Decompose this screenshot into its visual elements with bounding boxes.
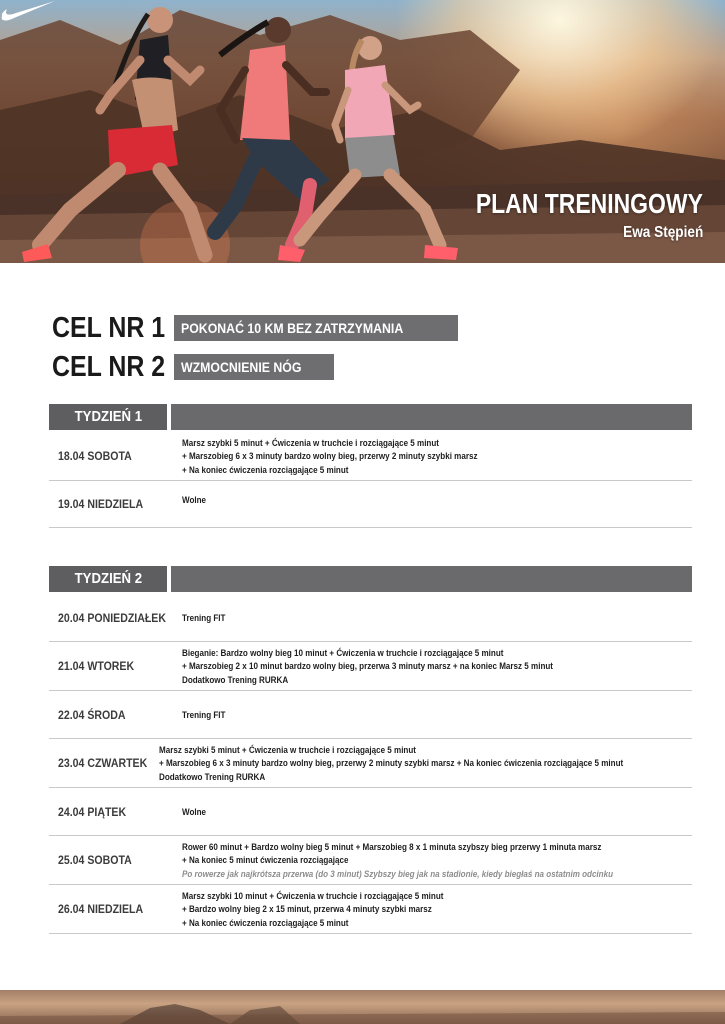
day-plan: Wolne [182, 805, 207, 817]
day-label: 26.04 NIEDZIELA [58, 902, 144, 916]
day-label: 22.04 ŚRODA [58, 707, 126, 722]
goal-2-label: CEL NR 2 [52, 350, 166, 383]
day-label: 19.04 NIEDZIELA [58, 497, 144, 511]
runners-illustration [0, 0, 725, 263]
day-plan: Marsz szybki 10 minut + Ćwiczenia w truchcie i rozciągające 5 minut + Bardzo wolny bieg 2 x 15 minut, przerwa 4 minuty szybki marsz + Na koniec ćwiczenia rozciągające 5 minut [182, 889, 444, 928]
day-plan: Marsz szybki 5 minut + Ćwiczenia w truchcie i rozciągające 5 minut + Marszobieg 6 x 3 minuty bardzo wolny bieg, przerwy 2 minuty szybki marsz + Na koniec ćwiczenia rozciągające 5 minut Dodatkowo Trening RURKA [159, 743, 624, 782]
day-row-25-04 [49, 836, 692, 885]
footer-banner [0, 990, 725, 1024]
goal-1-label: CEL NR 1 [52, 311, 166, 344]
day-label: 23.04 CZWARTEK [58, 756, 148, 770]
nike-swoosh-icon [0, 0, 56, 22]
day-plan: Wolne [182, 494, 207, 506]
day-label: 20.04 PONIEDZIAŁEK [58, 610, 166, 625]
day-row-26-04 [49, 885, 692, 934]
day-plan: Trening FIT [182, 611, 226, 623]
day-row-18-04 [49, 432, 692, 481]
day-row-24-04 [49, 788, 692, 836]
week-1-bar [171, 404, 692, 430]
day-row-19-04 [49, 481, 692, 528]
week-2-label: TYDZIEŃ 2 [49, 566, 167, 592]
goal-2-value: WZMOCNIENIE NÓG [174, 354, 334, 380]
day-plan: Rower 60 minut + Bardzo wolny bieg 5 minut + Marszobieg 8 x 1 minuta szybszy bieg przerwy 1 minuta marsz + Na koniec 5 minut ćwiczenia rozciągające Po rowerze jak najkrótsza przerwa (do 3 minut) Szybszy bieg jak na stadionie, kiedy biegłaś na ostatnim odcinku [182, 840, 692, 881]
day-row-20-04 [49, 594, 692, 642]
day-plan: Marsz szybki 5 minut + Ćwiczenia w truchcie i rozciągające 5 minut + Marszobieg 6 x 3 minuty bardzo wolny bieg, przerwy 2 minuty szybki marsz + Na koniec ćwiczenia rozciągające 5 minut [182, 436, 478, 475]
day-label: 24.04 PIĄTEK [58, 804, 127, 819]
goal-2 [52, 352, 334, 382]
day-row-21-04 [49, 642, 692, 691]
hero-banner [0, 0, 725, 263]
goal-1 [52, 313, 458, 343]
day-plan: Bieganie: Bardzo wolny bieg 10 minut + Ćwiczenia w truchcie i rozciągające 5 minut + Marszobieg 2 x 10 minut bardzo wolny bieg, przerwa 3 minuty marsz + na koniec Marsz 5 minut Dodatkowo Trening RURKA [182, 646, 553, 685]
goal-1-value: POKONAĆ 10 KM BEZ ZATRZYMANIA [174, 315, 458, 341]
page-title: PLAN TRENINGOWY [475, 188, 703, 219]
week-2-header [49, 566, 692, 592]
week-1-header [49, 404, 692, 430]
day-plan: Trening FIT [182, 708, 226, 720]
day-row-23-04 [49, 739, 692, 788]
day-label: 25.04 SOBOTA [58, 853, 132, 867]
athlete-name: Ewa Stępień [622, 224, 703, 241]
day-row-22-04 [49, 691, 692, 739]
week-1-label: TYDZIEŃ 1 [49, 404, 167, 430]
footer-ground-image [0, 990, 725, 1024]
week-2-bar [171, 566, 692, 592]
day-note: Po rowerze jak najkrótsza przerwa (do 3 minut) Szybszy bieg jak na stadionie, kiedy biegłaś na ostatnim odcinku [182, 867, 614, 879]
day-label: 18.04 SOBOTA [58, 449, 132, 463]
day-label: 21.04 WTOREK [58, 659, 135, 673]
